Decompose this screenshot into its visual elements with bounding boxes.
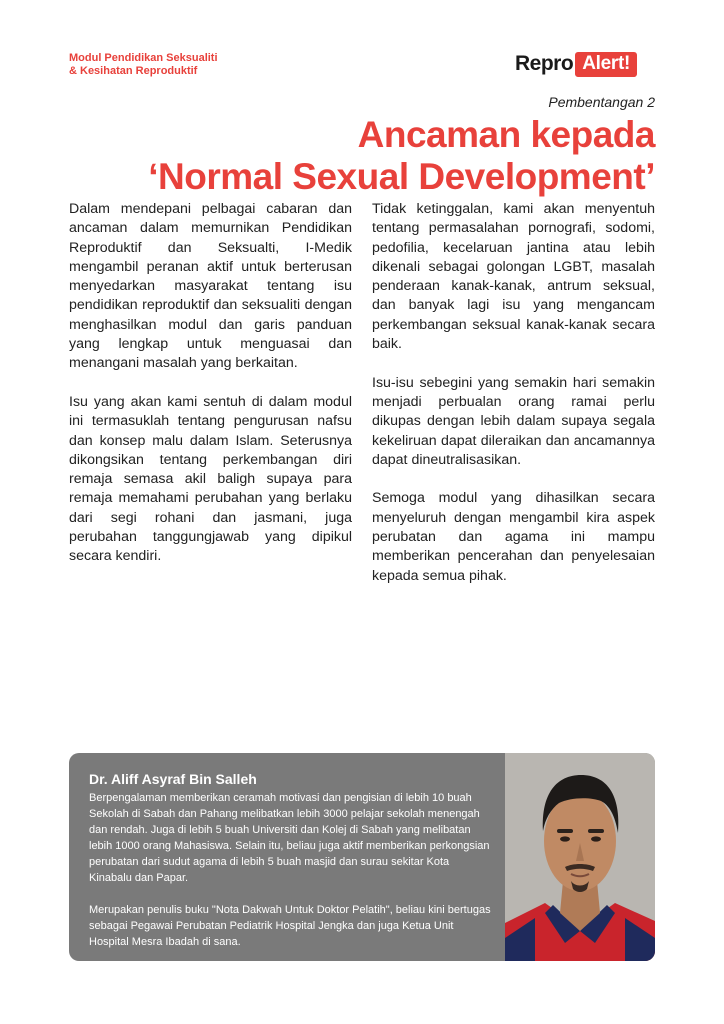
module-label-line1: Modul Pendidikan Seksualiti <box>69 52 218 64</box>
author-bio-card <box>69 753 655 961</box>
author-bio-text <box>89 771 491 961</box>
article-column-right <box>372 200 655 605</box>
module-label <box>69 52 218 78</box>
article-paragraph: Isu-isu sebegini yang semakin hari semakin menjadi perbualan orang ramai perlu dikupas dengan lebih dalam supaya segala kekeliruan dapat dileraikan dan ancamannya dapat dineutralisasikan. <box>372 374 655 468</box>
author-photo <box>505 753 655 961</box>
logo-text-alert: Alert! <box>575 52 637 77</box>
article-paragraph: Dalam mendepani pelbagai cabaran dan ancaman dalam memurnikan Pendidikan Reproduktif dan Seksualti, I-Medik mengambil peranan aktif untuk berterusan menyedarkan masyarakat tentang isu pendidikan reproduktif dan seksualiti dengan menghasilkan modul dan garis panduan yang lengkap untuk menguasai dan menangani masalah yang berkaitan. <box>69 201 352 372</box>
page-title-line1: Ancaman kepada <box>357 114 655 155</box>
page-title <box>148 114 655 198</box>
author-name: Dr. Aliff Asyraf Bin Salleh <box>89 771 257 787</box>
article-paragraph: Tidak ketinggalan, kami akan menyentuh tentang permasalahan pornografi, sodomi, pedofilia, kecelaruan jantina atau lebih dikenali sebagai golongan LGBT, masalah penderaan kanak-kanak, antrum seksual, dan banyak lagi isu yang mengancam perkembangan seksual kanak-kanak secara baik. <box>372 201 655 353</box>
page-title-line2: ‘Normal Sexual Development’ <box>148 156 655 197</box>
logo-text-repro: Repro <box>515 52 574 75</box>
author-bio-paragraph: Berpengalaman memberikan ceramah motivasi dan pengisian di lebih 10 buah Sekolah di Sabah dan Pahang melibatkan lebih 3000 pelajar sekolah menengah dan rendah. Juga di lebih 5 buah Universiti dan Kolej di Sabah yang melibatan lebih 1000 orang Mahasiswa. Selain itu, beliau juga aktif memberikan perkongsian perubatan dari sudut agama di lebih 5 buah masjid dan surau sekitar Kota Kinabalu dan Papar. <box>89 792 490 884</box>
repro-alert-logo <box>515 50 637 78</box>
article-paragraph: Isu yang akan kami sentuh di dalam modul ini termasuklah tentang pengurusan nafsu dan konsep malu dalam Islam. Seterusnya dikongsikan tentang perkembangan diri remaja semasa akil baligh supaya para remaja memahami perubahan yang berlaku dari segi rohani dan jasmani, juga perubahan tanggungjawab yang dipikul secara kendiri. <box>69 393 352 565</box>
article-column-left <box>69 200 352 586</box>
presentation-subtitle: Pembentangan 2 <box>548 94 655 110</box>
module-label-line2: & Kesihatan Reproduktif <box>69 65 198 77</box>
author-bio-paragraph: Merupakan penulis buku "Nota Dakwah Untuk Doktor Pelatih", beliau kini bertugas sebagai Pegawai Perubatan Pediatrik Hospital Jengka dan juga Ketua Unit Hospital Mesra Ibadah di sana. <box>89 904 491 948</box>
article-paragraph: Semoga modul yang dihasilkan secara menyeluruh dengan mengambil kira aspek perubatan dan agama ini mampu memberikan pencerahan dan penyelesaian kepada semua pihak. <box>372 490 655 584</box>
